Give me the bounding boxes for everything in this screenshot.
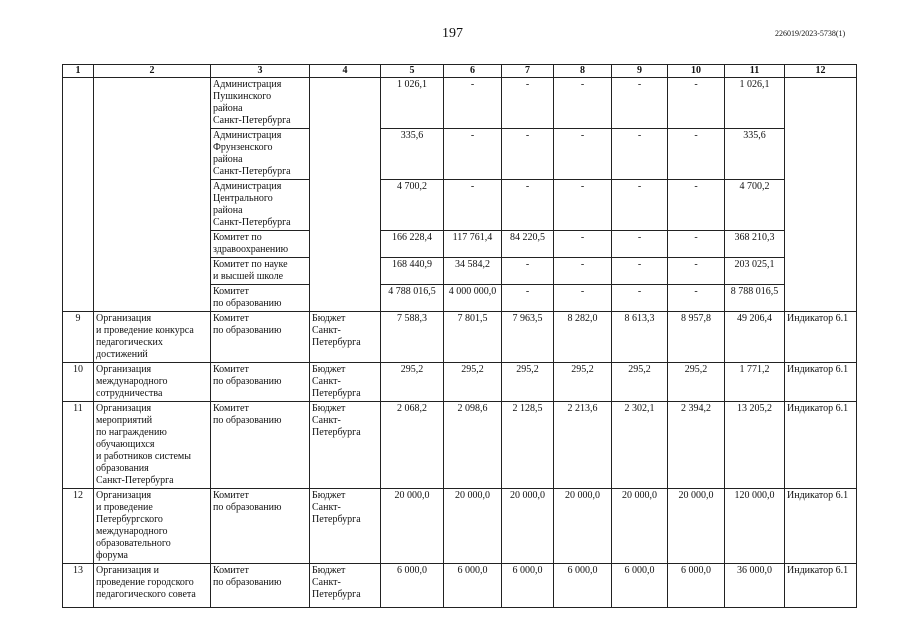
value-cell (502, 312, 554, 363)
executor-cell-text: Комитет по образованию (213, 313, 282, 336)
value-cell (725, 402, 785, 489)
value-cell (444, 129, 502, 180)
row-number-cell (63, 78, 94, 312)
value-cell (554, 78, 612, 129)
event-name-cell-text: Организация мероприятий по награждению обучающихся и работников системы образования Санкт-Петербурга (96, 403, 191, 486)
value-cell (502, 129, 554, 180)
value-cell (444, 402, 502, 489)
value-cell (502, 363, 554, 402)
value-cell-text: 120 000,0 (734, 490, 775, 501)
value-cell (381, 231, 444, 258)
table-row (63, 564, 857, 608)
value-cell-text: 1 771,2 (739, 364, 770, 375)
row-number-cell-text: 9 (75, 313, 81, 324)
value-cell-text: 4 700,2 (739, 181, 770, 192)
value-cell-text: 20 000,0 (394, 490, 430, 501)
value-cell-text: 49 206,4 (737, 313, 772, 324)
value-cell-text: - (637, 232, 642, 243)
executor-cell (211, 363, 310, 402)
value-cell (554, 564, 612, 608)
value-cell-text: 295,2 (684, 364, 708, 375)
value-cell-text: 20 000,0 (565, 490, 600, 501)
table-row (63, 489, 857, 564)
value-cell-text: - (580, 130, 585, 141)
value-cell (381, 312, 444, 363)
column-header: 7 (502, 65, 554, 78)
value-cell-text: 168 440,9 (392, 259, 432, 270)
value-cell (668, 180, 725, 231)
funding-source-cell (310, 363, 381, 402)
value-cell (444, 312, 502, 363)
event-name-cell (94, 489, 211, 564)
value-cell-text: 2 213,6 (567, 403, 598, 414)
value-cell-text: - (580, 181, 585, 192)
indicator-cell-text: Индикатор 6.1 (787, 364, 849, 375)
column-header: 5 (381, 65, 444, 78)
value-cell-text: 13 205,2 (737, 403, 772, 414)
funding-source-cell-text: Бюджет Санкт- Петербурга (312, 403, 361, 438)
value-cell (668, 258, 725, 285)
value-cell-text: - (694, 286, 698, 297)
value-cell (502, 78, 554, 129)
executor-cell (211, 285, 310, 312)
document-id: 226019/2023-5738(1) (775, 29, 846, 38)
value-cell-text: - (694, 79, 698, 90)
value-cell-text: 20 000,0 (678, 490, 714, 501)
column-header: 10 (668, 65, 725, 78)
value-cell-text: - (580, 79, 585, 90)
value-cell-text: - (525, 181, 530, 192)
event-name-cell (94, 312, 211, 363)
program-table (62, 64, 857, 608)
value-cell-text: - (637, 79, 642, 90)
executor-cell-text: Комитет по образованию (213, 403, 282, 426)
row-number-cell-text: 11 (73, 403, 83, 414)
indicator-cell-text: Индикатор 6.1 (787, 565, 849, 576)
value-cell-text: 2 098,6 (457, 403, 488, 414)
value-cell (725, 489, 785, 564)
value-cell-text: 4 000 000,0 (448, 286, 497, 297)
value-cell (668, 285, 725, 312)
value-cell-text: 6 000,0 (567, 565, 598, 576)
value-cell (444, 231, 502, 258)
funding-source-cell (310, 312, 381, 363)
value-cell-text: 2 068,2 (397, 403, 427, 414)
funding-source-cell-text: Бюджет Санкт- Петербурга (312, 364, 361, 399)
value-cell-text: 203 025,1 (734, 259, 775, 270)
value-cell-text: 295,2 (461, 364, 484, 375)
value-cell-text: 6 000,0 (457, 565, 488, 576)
executor-cell-text: Комитет по образованию (213, 364, 282, 387)
value-cell-text: 1 026,1 (739, 79, 770, 90)
value-cell (381, 129, 444, 180)
executor-cell (211, 564, 310, 608)
row-number-cell (63, 489, 94, 564)
value-cell-text: - (525, 130, 530, 141)
value-cell (554, 129, 612, 180)
value-cell-text: - (637, 286, 642, 297)
value-cell-text: 6 000,0 (512, 565, 543, 576)
funding-source-cell (310, 78, 381, 312)
value-cell (612, 489, 668, 564)
value-cell (725, 180, 785, 231)
value-cell-text: 295,2 (400, 364, 424, 375)
value-cell (554, 231, 612, 258)
table-row (63, 312, 857, 363)
value-cell (502, 231, 554, 258)
event-name-cell-text: Организация международного сотрудничества (96, 364, 168, 399)
executor-cell (211, 231, 310, 258)
row-number-cell (63, 312, 94, 363)
value-cell-text: - (470, 181, 475, 192)
value-cell (668, 129, 725, 180)
value-cell-text: 7 588,3 (397, 313, 427, 324)
value-cell-text: 1 026,1 (397, 79, 427, 90)
value-cell-text: 6 000,0 (397, 565, 427, 576)
column-header: 3 (211, 65, 310, 78)
row-number-cell-text: 12 (73, 490, 83, 501)
executor-cell (211, 180, 310, 231)
value-cell (381, 489, 444, 564)
executor-cell-text: Комитет по образованию (213, 286, 282, 309)
value-cell (502, 564, 554, 608)
value-cell (444, 180, 502, 231)
row-number-cell (63, 402, 94, 489)
value-cell (502, 258, 554, 285)
executor-cell (211, 312, 310, 363)
funding-source-cell (310, 402, 381, 489)
value-cell-text: 6 000,0 (624, 565, 655, 576)
value-cell-text: - (580, 232, 585, 243)
value-cell-text: - (637, 181, 642, 192)
indicator-cell (785, 402, 857, 489)
value-cell (725, 285, 785, 312)
column-header: 8 (554, 65, 612, 78)
value-cell (444, 285, 502, 312)
event-name-cell (94, 402, 211, 489)
value-cell (668, 363, 725, 402)
indicator-cell-text: Индикатор 6.1 (787, 313, 849, 324)
value-cell-text: 36 000,0 (737, 565, 772, 576)
value-cell (554, 285, 612, 312)
value-cell (554, 258, 612, 285)
value-cell (502, 180, 554, 231)
table-row (63, 363, 857, 402)
value-cell-text: - (470, 130, 475, 141)
value-cell-text: 20 000,0 (510, 490, 545, 501)
event-name-cell (94, 78, 211, 312)
value-cell (612, 258, 668, 285)
executor-cell-text: Администрация Пушкинского района Санкт-Петербурга (213, 79, 291, 126)
value-cell (554, 180, 612, 231)
executor-cell-text: Комитет по науке и высшей школе (213, 259, 288, 282)
value-cell-text: 295,2 (571, 364, 594, 375)
column-header: 4 (310, 65, 381, 78)
row-number-cell-text: 13 (73, 565, 83, 576)
value-cell (612, 363, 668, 402)
value-cell (502, 489, 554, 564)
row-number-cell (63, 363, 94, 402)
executor-cell-text: Комитет по образованию (213, 490, 282, 513)
value-cell (381, 564, 444, 608)
value-cell (612, 129, 668, 180)
column-header: 1 (63, 65, 94, 78)
value-cell-text: 295,2 (516, 364, 539, 375)
value-cell-text: 20 000,0 (455, 490, 490, 501)
value-cell (612, 78, 668, 129)
value-cell-text: - (694, 259, 698, 270)
value-cell (554, 363, 612, 402)
value-cell-text: 2 394,2 (681, 403, 711, 414)
value-cell (381, 258, 444, 285)
executor-cell (211, 489, 310, 564)
value-cell-text: 166 228,4 (392, 232, 432, 243)
event-name-cell-text: Организация и проведение конкурса педагогических достижений (96, 313, 194, 360)
value-cell-text: 117 761,4 (452, 232, 493, 243)
continuation-row (63, 78, 857, 129)
funding-source-cell-text: Бюджет Санкт- Петербурга (312, 490, 361, 525)
value-cell-text: 8 613,3 (624, 313, 655, 324)
value-cell (502, 402, 554, 489)
event-name-cell (94, 363, 211, 402)
value-cell-text: 295,2 (628, 364, 651, 375)
value-cell-text: 335,6 (400, 130, 424, 141)
value-cell-text: 2 128,5 (512, 403, 543, 414)
value-cell-text: - (694, 181, 698, 192)
value-cell-text: - (580, 259, 585, 270)
indicator-cell (785, 312, 857, 363)
value-cell-text: 8 957,8 (681, 313, 711, 324)
value-cell (554, 402, 612, 489)
value-cell (444, 78, 502, 129)
column-header: 2 (94, 65, 211, 78)
funding-source-cell (310, 489, 381, 564)
value-cell-text: 20 000,0 (622, 490, 657, 501)
value-cell-text: 8 788 016,5 (730, 286, 779, 297)
value-cell (381, 180, 444, 231)
funding-source-cell-text: Бюджет Санкт- Петербурга (312, 313, 361, 348)
value-cell-text: 335,6 (743, 130, 766, 141)
column-header: 9 (612, 65, 668, 78)
value-cell-text: - (525, 79, 530, 90)
indicator-cell-text: Индикатор 6.1 (787, 490, 849, 501)
value-cell (612, 231, 668, 258)
indicator-cell (785, 489, 857, 564)
value-cell (725, 258, 785, 285)
funding-source-cell (310, 564, 381, 608)
value-cell-text: - (637, 259, 642, 270)
value-cell-text: - (470, 79, 475, 90)
value-cell (444, 363, 502, 402)
executor-cell-text: Комитет по здравоохранению (213, 232, 289, 255)
value-cell (725, 231, 785, 258)
value-cell (381, 78, 444, 129)
column-header: 6 (444, 65, 502, 78)
value-cell-text: - (580, 286, 585, 297)
event-name-cell (94, 564, 211, 608)
funding-source-cell-text: Бюджет Санкт- Петербурга (312, 565, 361, 600)
value-cell-text: 7 801,5 (457, 313, 488, 324)
value-cell-text: 8 282,0 (567, 313, 598, 324)
executor-cell (211, 78, 310, 129)
indicator-cell (785, 78, 857, 312)
value-cell (668, 402, 725, 489)
value-cell-text: 4 700,2 (397, 181, 427, 192)
value-cell-text: 368 210,3 (734, 232, 775, 243)
value-cell (381, 285, 444, 312)
value-cell (725, 564, 785, 608)
table-row (63, 402, 857, 489)
row-number-cell-text: 10 (73, 364, 83, 375)
executor-cell-text: Комитет по образованию (213, 565, 282, 588)
executor-cell-text: Администрация Центрального района Санкт-Петербурга (213, 181, 291, 228)
value-cell (554, 312, 612, 363)
executor-cell (211, 258, 310, 285)
value-cell-text: 84 220,5 (510, 232, 545, 243)
value-cell-text: 7 963,5 (512, 313, 543, 324)
column-header: 11 (725, 65, 785, 78)
value-cell (725, 78, 785, 129)
value-cell-text: 34 584,2 (455, 259, 490, 270)
value-cell-text: - (637, 130, 642, 141)
value-cell (668, 231, 725, 258)
value-cell (554, 489, 612, 564)
value-cell (668, 312, 725, 363)
value-cell-text: - (694, 130, 698, 141)
value-cell-text: 4 788 016,5 (388, 286, 436, 297)
executor-cell (211, 129, 310, 180)
value-cell (668, 489, 725, 564)
value-cell-text: - (694, 232, 698, 243)
value-cell (444, 489, 502, 564)
value-cell-text: - (525, 259, 530, 270)
value-cell (381, 363, 444, 402)
value-cell (612, 180, 668, 231)
value-cell (612, 285, 668, 312)
value-cell (612, 564, 668, 608)
event-name-cell-text: Организация и проведение городского педагогического совета (96, 565, 196, 600)
column-header: 12 (785, 65, 857, 78)
value-cell-text: - (525, 286, 530, 297)
value-cell (668, 78, 725, 129)
value-cell (725, 129, 785, 180)
page-number: 197 (442, 26, 463, 41)
indicator-cell-text: Индикатор 6.1 (787, 403, 849, 414)
value-cell (612, 312, 668, 363)
executor-cell (211, 402, 310, 489)
value-cell (444, 564, 502, 608)
value-cell (725, 312, 785, 363)
value-cell (381, 402, 444, 489)
executor-cell-text: Администрация Фрунзенского района Санкт-Петербурга (213, 130, 291, 177)
value-cell (502, 285, 554, 312)
header-row (63, 65, 857, 78)
value-cell (612, 402, 668, 489)
row-number-cell (63, 564, 94, 608)
value-cell-text: 2 302,1 (624, 403, 655, 414)
event-name-cell-text: Организация и проведение Петербургского международного образовательного форума (96, 490, 171, 561)
value-cell (725, 363, 785, 402)
value-cell (668, 564, 725, 608)
indicator-cell (785, 564, 857, 608)
indicator-cell (785, 363, 857, 402)
value-cell (444, 258, 502, 285)
value-cell-text: 6 000,0 (681, 565, 711, 576)
